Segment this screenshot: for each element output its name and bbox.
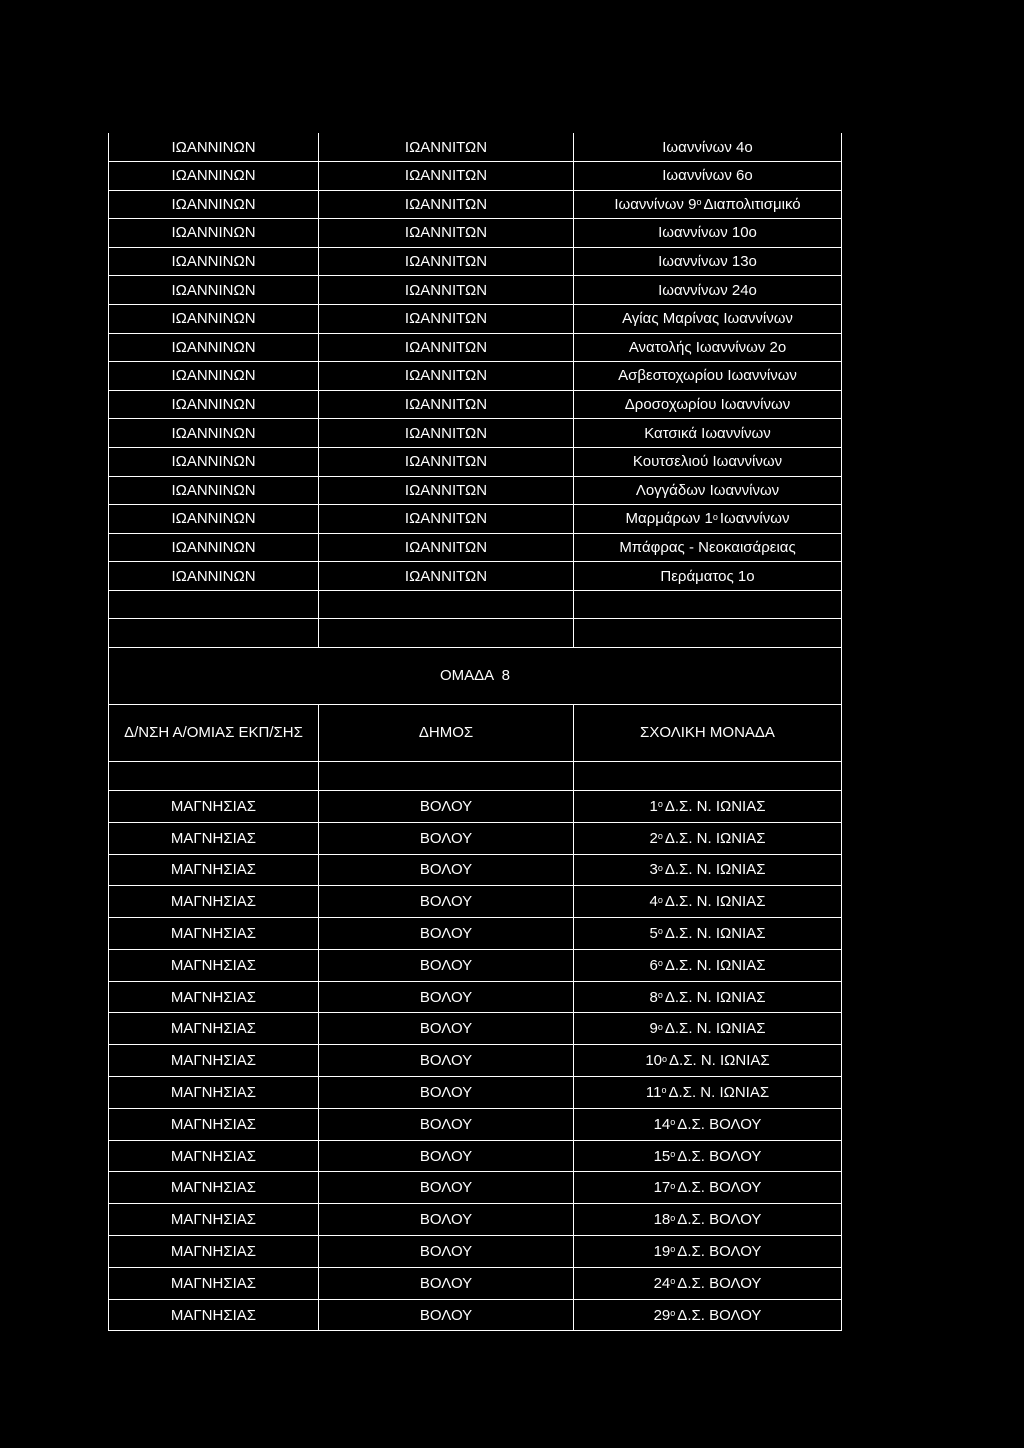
school-cell xyxy=(573,1109,842,1141)
ordinal-mark: ο xyxy=(670,1149,676,1160)
school-name: Δ.Σ. Ν. ΙΩΝΙΑΣ xyxy=(664,1020,766,1038)
directorate-value: ΜΑΓΝΗΣΙΑΣ xyxy=(170,1020,257,1038)
municipality-cell xyxy=(318,791,573,823)
table-row xyxy=(108,823,842,855)
municipality-cell xyxy=(318,1236,573,1268)
school-name: Κουτσελιού Ιωαννίνων xyxy=(632,453,783,471)
table-row xyxy=(108,362,842,391)
municipality-cell xyxy=(318,248,573,277)
directorate-cell xyxy=(108,1045,318,1077)
table-row xyxy=(108,1045,842,1077)
municipality-cell xyxy=(318,1045,573,1077)
school-name: Ιωαννίνων 4ο xyxy=(662,138,753,156)
directorate-value: ΙΩΑΝΝΙΝΩΝ xyxy=(171,481,256,499)
school-cell xyxy=(573,950,842,982)
empty-row xyxy=(108,591,842,619)
directorate-cell xyxy=(108,562,318,591)
municipality-value: ΒΟΛΟΥ xyxy=(419,1115,473,1133)
directorate-cell xyxy=(108,791,318,823)
school-name: Δ.Σ. Ν. ΙΩΝΙΑΣ xyxy=(664,893,766,911)
municipality-value: ΒΟΛΟΥ xyxy=(419,1083,473,1101)
municipality-value: ΒΟΛΟΥ xyxy=(419,797,473,815)
municipality-cell xyxy=(318,1204,573,1236)
school-name: Δροσοχωρίου Ιωαννίνων xyxy=(624,396,791,414)
ordinal-mark: ο xyxy=(696,197,702,208)
ordinal-mark: ο xyxy=(657,831,663,842)
table-row xyxy=(108,448,842,477)
municipality-cell xyxy=(318,1172,573,1204)
directorate-cell xyxy=(108,886,318,918)
directorate-cell xyxy=(108,248,318,277)
table-row xyxy=(108,982,842,1014)
school-number: 17 xyxy=(653,1179,671,1197)
directorate-cell xyxy=(108,1077,318,1109)
directorate-value: ΙΩΑΝΝΙΝΩΝ xyxy=(171,396,256,414)
school-name: Δ.Σ. ΒΟΛΟΥ xyxy=(677,1242,762,1260)
school-cell xyxy=(573,791,842,823)
municipality-cell xyxy=(318,448,573,477)
municipality-value: ΙΩΑΝΝΙΤΩΝ xyxy=(404,367,488,385)
municipality-cell xyxy=(318,950,573,982)
school-cell xyxy=(573,248,842,277)
municipality-cell xyxy=(318,823,573,855)
school-number: 1 xyxy=(649,797,658,815)
municipality-value: ΙΩΑΝΝΙΤΩΝ xyxy=(404,481,488,499)
ordinal-mark: ο xyxy=(670,1276,676,1287)
municipality-cell xyxy=(318,191,573,220)
municipality-cell xyxy=(318,886,573,918)
school-name: Δ.Σ. ΒΟΛΟΥ xyxy=(677,1179,762,1197)
directorate-value: ΜΑΓΝΗΣΙΑΣ xyxy=(170,1083,257,1101)
school-cell xyxy=(573,823,842,855)
school-cell xyxy=(573,534,842,563)
municipality-value: ΙΩΑΝΝΙΤΩΝ xyxy=(404,567,488,585)
municipality-cell xyxy=(318,1141,573,1173)
ordinal-mark: ο xyxy=(657,799,663,810)
municipality-value: ΒΟΛΟΥ xyxy=(419,924,473,942)
ordinal-mark: ο xyxy=(657,894,663,905)
school-name: Δ.Σ. ΒΟΛΟΥ xyxy=(677,1211,762,1229)
school-number: 9 xyxy=(649,1020,658,1038)
table-row xyxy=(108,791,842,823)
school-name: Ιωαννίνων 9 xyxy=(614,195,697,213)
table-row xyxy=(108,248,842,277)
school-cell xyxy=(573,1300,842,1332)
directorate-cell xyxy=(108,419,318,448)
municipality-cell xyxy=(318,562,573,591)
table-row xyxy=(108,419,842,448)
directorate-cell xyxy=(108,1236,318,1268)
directorate-cell xyxy=(108,855,318,887)
municipality-value: ΙΩΑΝΝΙΤΩΝ xyxy=(404,396,488,414)
directorate-value: ΜΑΓΝΗΣΙΑΣ xyxy=(170,1306,257,1324)
directorate-cell xyxy=(108,1013,318,1045)
directorate-value: ΙΩΑΝΝΙΝΩΝ xyxy=(171,138,256,156)
table-row xyxy=(108,1236,842,1268)
school-name: Δ.Σ. Ν. ΙΩΝΙΑΣ xyxy=(664,988,766,1006)
school-name: Δ.Σ. Ν. ΙΩΝΙΑΣ xyxy=(664,861,766,879)
directorate-value: ΜΑΓΝΗΣΙΑΣ xyxy=(170,1052,257,1070)
table-row xyxy=(108,1268,842,1300)
school-cell xyxy=(573,1013,842,1045)
school-name: Λογγάδων Ιωαννίνων xyxy=(635,481,780,499)
directorate-value: ΜΑΓΝΗΣΙΑΣ xyxy=(170,1147,257,1165)
ordinal-mark: ο xyxy=(670,1244,676,1255)
directorate-value: ΙΩΑΝΝΙΝΩΝ xyxy=(171,424,256,442)
directorate-value: ΙΩΑΝΝΙΝΩΝ xyxy=(171,453,256,471)
school-name: Ιωαννίνων 13ο xyxy=(658,253,757,271)
school-name: Δ.Σ. ΒΟΛΟΥ xyxy=(677,1306,762,1324)
school-name: Δ.Σ. Ν. ΙΩΝΙΑΣ xyxy=(664,829,766,847)
directorate-value: ΙΩΑΝΝΙΝΩΝ xyxy=(171,567,256,585)
municipality-value: ΒΟΛΟΥ xyxy=(419,1020,473,1038)
school-cell xyxy=(573,133,842,162)
municipality-cell xyxy=(318,419,573,448)
school-number: 2 xyxy=(649,829,658,847)
directorate-cell xyxy=(108,219,318,248)
directorate-value: ΜΑΓΝΗΣΙΑΣ xyxy=(170,861,257,879)
school-cell xyxy=(573,855,842,887)
directorate-value: ΜΑΓΝΗΣΙΑΣ xyxy=(170,1115,257,1133)
municipality-value: ΒΟΛΟΥ xyxy=(419,988,473,1006)
municipality-value: ΙΩΑΝΝΙΤΩΝ xyxy=(404,195,488,213)
ordinal-mark: ο xyxy=(657,958,663,969)
directorate-cell xyxy=(108,1300,318,1332)
directorate-cell xyxy=(108,982,318,1014)
directorate-value: ΜΑΓΝΗΣΙΑΣ xyxy=(170,829,257,847)
directorate-value: ΜΑΓΝΗΣΙΑΣ xyxy=(170,1242,257,1260)
ordinal-mark: ο xyxy=(662,1053,668,1064)
school-name: Κατσικά Ιωαννίνων xyxy=(644,424,771,442)
school-number: 10 xyxy=(645,1052,663,1070)
municipality-cell xyxy=(318,1109,573,1141)
municipality-cell xyxy=(318,334,573,363)
municipality-value: ΙΩΑΝΝΙΤΩΝ xyxy=(404,281,488,299)
ioannina-section xyxy=(108,133,842,591)
directorate-cell xyxy=(108,918,318,950)
school-name: Ασβεστοχωρίου Ιωαννίνων xyxy=(618,367,797,385)
directorate-cell xyxy=(108,1268,318,1300)
municipality-value: ΒΟΛΟΥ xyxy=(419,1179,473,1197)
directorate-cell xyxy=(108,162,318,191)
directorate-value: ΜΑΓΝΗΣΙΑΣ xyxy=(170,988,257,1006)
directorate-value: ΜΑΓΝΗΣΙΑΣ xyxy=(170,1274,257,1292)
municipality-cell xyxy=(318,391,573,420)
school-cell xyxy=(573,448,842,477)
municipality-cell xyxy=(318,1300,573,1332)
directorate-cell xyxy=(108,334,318,363)
school-number: 11 xyxy=(645,1083,662,1101)
directorate-value: ΙΩΑΝΝΙΝΩΝ xyxy=(171,338,256,356)
directorate-cell xyxy=(108,1172,318,1204)
school-name-suffix: Ιωαννίνων xyxy=(719,510,790,528)
municipality-value: ΒΟΛΟΥ xyxy=(419,861,473,879)
school-cell xyxy=(573,191,842,220)
directorate-cell xyxy=(108,505,318,534)
directorate-cell xyxy=(108,823,318,855)
school-name: Μπάφρας - Νεοκαισάρειας xyxy=(619,539,796,557)
municipality-cell xyxy=(318,477,573,506)
table-row xyxy=(108,1109,842,1141)
municipality-cell xyxy=(318,362,573,391)
directorate-cell xyxy=(108,534,318,563)
municipality-cell xyxy=(318,855,573,887)
school-number: 18 xyxy=(653,1211,671,1229)
header-school-unit: ΣΧΟΛΙΚΗ ΜΟΝΑΔΑ xyxy=(573,705,842,762)
municipality-cell xyxy=(318,1268,573,1300)
municipality-value: ΒΟΛΟΥ xyxy=(419,1211,473,1229)
municipality-cell xyxy=(318,1077,573,1109)
header-municipality: ΔΗΜΟΣ xyxy=(318,705,573,762)
directorate-cell xyxy=(108,305,318,334)
school-cell xyxy=(573,1268,842,1300)
empty-row xyxy=(108,619,842,648)
school-cell xyxy=(573,219,842,248)
directorate-value: ΙΩΑΝΝΙΝΩΝ xyxy=(171,281,256,299)
table-row xyxy=(108,534,842,563)
school-cell xyxy=(573,1045,842,1077)
ordinal-mark: ο xyxy=(657,862,663,873)
school-cell xyxy=(573,305,842,334)
school-cell xyxy=(573,334,842,363)
school-cell xyxy=(573,362,842,391)
table-row xyxy=(108,391,842,420)
directorate-cell xyxy=(108,276,318,305)
school-name: Δ.Σ. Ν. ΙΩΝΙΑΣ xyxy=(664,797,766,815)
municipality-value: ΒΟΛΟΥ xyxy=(419,829,473,847)
municipality-value: ΒΟΛΟΥ xyxy=(419,1274,473,1292)
table-row xyxy=(108,886,842,918)
directorate-cell xyxy=(108,391,318,420)
municipality-cell xyxy=(318,1013,573,1045)
table-row xyxy=(108,1172,842,1204)
directorate-value: ΜΑΓΝΗΣΙΑΣ xyxy=(170,1179,257,1197)
school-cell xyxy=(573,419,842,448)
municipality-value: ΒΟΛΟΥ xyxy=(419,1147,473,1165)
directorate-value: ΙΩΑΝΝΙΝΩΝ xyxy=(171,539,256,557)
school-name: Δ.Σ. Ν. ΙΩΝΙΑΣ xyxy=(668,1083,770,1101)
school-number: 6 xyxy=(649,956,658,974)
ordinal-mark: ο xyxy=(670,1212,676,1223)
school-number: 14 xyxy=(653,1115,671,1133)
municipality-value: ΙΩΑΝΝΙΤΩΝ xyxy=(404,310,488,328)
group-title-row xyxy=(108,648,842,705)
table-row xyxy=(108,219,842,248)
header-row xyxy=(108,705,842,762)
school-cell xyxy=(573,982,842,1014)
table-row xyxy=(108,477,842,506)
directorate-value: ΙΩΑΝΝΙΝΩΝ xyxy=(171,253,256,271)
directorate-value: ΙΩΑΝΝΙΝΩΝ xyxy=(171,310,256,328)
directorate-value: ΙΩΑΝΝΙΝΩΝ xyxy=(171,367,256,385)
school-cell xyxy=(573,886,842,918)
municipality-value: ΙΩΑΝΝΙΤΩΝ xyxy=(404,453,488,471)
municipality-value: ΒΟΛΟΥ xyxy=(419,1052,473,1070)
directorate-cell xyxy=(108,1141,318,1173)
table-row xyxy=(108,162,842,191)
school-name: Αγίας Μαρίνας Ιωαννίνων xyxy=(622,310,793,328)
municipality-value: ΙΩΑΝΝΙΤΩΝ xyxy=(404,253,488,271)
school-name-suffix: Διαπολιτισμικό xyxy=(703,195,801,213)
municipality-cell xyxy=(318,219,573,248)
school-name: Δ.Σ. Ν. ΙΩΝΙΑΣ xyxy=(669,1052,770,1070)
directorate-cell xyxy=(108,1204,318,1236)
directorate-cell xyxy=(108,191,318,220)
directorate-value: ΜΑΓΝΗΣΙΑΣ xyxy=(170,924,257,942)
table-row xyxy=(108,334,842,363)
table-row xyxy=(108,505,842,534)
table-row xyxy=(108,276,842,305)
directorate-value: ΜΑΓΝΗΣΙΑΣ xyxy=(170,893,257,911)
school-number: 5 xyxy=(649,924,658,942)
school-number: 29 xyxy=(653,1306,671,1324)
table-row xyxy=(108,133,842,162)
school-name: Ιωαννίνων 10ο xyxy=(658,224,757,242)
municipality-value: ΙΩΑΝΝΙΤΩΝ xyxy=(404,510,488,528)
ordinal-mark: ο xyxy=(657,990,663,1001)
municipality-cell xyxy=(318,133,573,162)
municipality-value: ΙΩΑΝΝΙΤΩΝ xyxy=(404,424,488,442)
magnesia-section xyxy=(108,791,842,1332)
municipality-cell xyxy=(318,305,573,334)
municipality-value: ΙΩΑΝΝΙΤΩΝ xyxy=(404,338,488,356)
school-cell xyxy=(573,477,842,506)
municipality-value: ΙΩΑΝΝΙΤΩΝ xyxy=(404,167,488,185)
municipality-cell xyxy=(318,162,573,191)
ordinal-mark: ο xyxy=(670,1117,676,1128)
school-name: Δ.Σ. ΒΟΛΟΥ xyxy=(677,1147,762,1165)
directorate-cell xyxy=(108,950,318,982)
municipality-value: ΒΟΛΟΥ xyxy=(419,956,473,974)
school-name: Περάματος 1ο xyxy=(660,567,755,585)
table-row xyxy=(108,1013,842,1045)
directorate-cell xyxy=(108,477,318,506)
table-row xyxy=(108,1300,842,1332)
school-name: Ιωαννίνων 6ο xyxy=(662,167,753,185)
school-name: Δ.Σ. ΒΟΛΟΥ xyxy=(677,1274,762,1292)
municipality-value: ΒΟΛΟΥ xyxy=(419,1306,473,1324)
school-number: 24 xyxy=(653,1274,671,1292)
ordinal-mark: ο xyxy=(661,1085,667,1096)
municipality-cell xyxy=(318,505,573,534)
municipality-cell xyxy=(318,918,573,950)
directorate-cell xyxy=(108,448,318,477)
directorate-value: ΙΩΑΝΝΙΝΩΝ xyxy=(171,167,256,185)
table-row xyxy=(108,1204,842,1236)
table-row xyxy=(108,305,842,334)
directorate-cell xyxy=(108,362,318,391)
school-name: Ιωαννίνων 24ο xyxy=(658,281,757,299)
municipality-value: ΒΟΛΟΥ xyxy=(419,1242,473,1260)
directorate-value: ΙΩΑΝΝΙΝΩΝ xyxy=(171,195,256,213)
school-number: 19 xyxy=(653,1242,671,1260)
table-row xyxy=(108,1077,842,1109)
table-row xyxy=(108,562,842,591)
table-row xyxy=(108,1141,842,1173)
directorate-value: ΜΑΓΝΗΣΙΑΣ xyxy=(170,1211,257,1229)
school-cell xyxy=(573,1172,842,1204)
directorate-cell xyxy=(108,1109,318,1141)
school-cell xyxy=(573,1204,842,1236)
municipality-cell xyxy=(318,276,573,305)
municipality-cell xyxy=(318,982,573,1014)
table-row xyxy=(108,191,842,220)
directorate-value: ΙΩΑΝΝΙΝΩΝ xyxy=(171,224,256,242)
school-name: Μαρμάρων 1 xyxy=(625,510,713,528)
school-cell xyxy=(573,162,842,191)
table-row xyxy=(108,918,842,950)
municipality-value: ΒΟΛΟΥ xyxy=(419,893,473,911)
group-title: ΟΜΑΔΑ 8 xyxy=(108,648,842,705)
header-directorate: Δ/ΝΣΗ Α/ΟΜΙΑΣ ΕΚΠ/ΣΗΣ xyxy=(108,705,318,762)
schools-table xyxy=(108,133,842,1331)
school-name: Δ.Σ. Ν. ΙΩΝΙΑΣ xyxy=(664,924,766,942)
ordinal-mark: ο xyxy=(657,1021,663,1032)
ordinal-mark: ο xyxy=(670,1180,676,1191)
school-name: Δ.Σ. Ν. ΙΩΝΙΑΣ xyxy=(664,956,766,974)
school-cell xyxy=(573,505,842,534)
municipality-value: ΙΩΑΝΝΙΤΩΝ xyxy=(404,539,488,557)
ordinal-mark: ο xyxy=(670,1308,676,1319)
table-row xyxy=(108,855,842,887)
directorate-value: ΙΩΑΝΝΙΝΩΝ xyxy=(171,510,256,528)
school-cell xyxy=(573,562,842,591)
school-cell xyxy=(573,1236,842,1268)
directorate-cell xyxy=(108,133,318,162)
school-cell xyxy=(573,918,842,950)
directorate-value: ΜΑΓΝΗΣΙΑΣ xyxy=(170,956,257,974)
school-number: 3 xyxy=(649,861,658,879)
municipality-value: ΙΩΑΝΝΙΤΩΝ xyxy=(404,138,488,156)
school-cell xyxy=(573,391,842,420)
school-cell xyxy=(573,1141,842,1173)
directorate-value: ΜΑΓΝΗΣΙΑΣ xyxy=(170,797,257,815)
school-cell xyxy=(573,276,842,305)
ordinal-mark: ο xyxy=(712,511,718,522)
school-number: 15 xyxy=(653,1147,671,1165)
school-number: 8 xyxy=(649,988,658,1006)
municipality-cell xyxy=(318,534,573,563)
school-number: 4 xyxy=(649,893,658,911)
school-name: Δ.Σ. ΒΟΛΟΥ xyxy=(677,1115,762,1133)
empty-row xyxy=(108,762,842,791)
table-row xyxy=(108,950,842,982)
school-cell xyxy=(573,1077,842,1109)
school-name: Ανατολής Ιωαννίνων 2ο xyxy=(628,338,787,356)
ordinal-mark: ο xyxy=(657,926,663,937)
municipality-value: ΙΩΑΝΝΙΤΩΝ xyxy=(404,224,488,242)
